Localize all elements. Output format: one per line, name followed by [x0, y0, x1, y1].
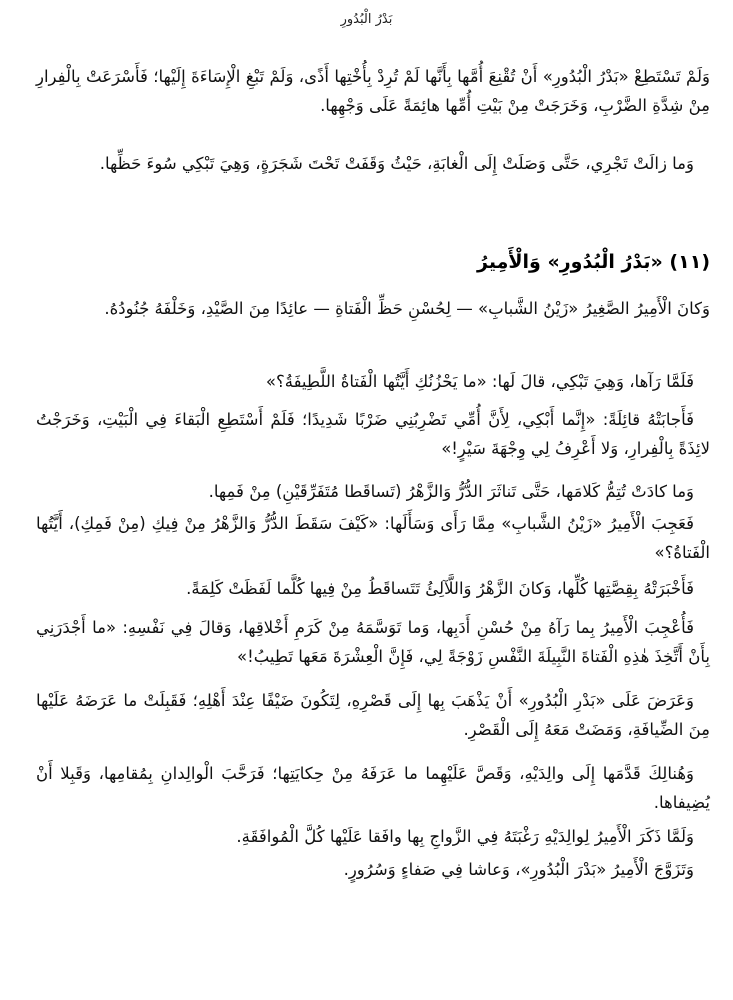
paragraph: وَتَزَوَّجَ الْأَمِيرُ «بَدْرَ الْبُدُورِ»، وَعاشا فِي صَفاءٍ وَسُرُورٍ. [343, 860, 694, 879]
paragraph: فَأَجابَتْهُ قائِلَةً: «إِنَّما أَبْكِي، لِأَنَّ أُمِّي تَضْرِبُنِي ضَرْبًا شَدِيدًا؛ فَلَمْ أَسْتَطِعِ الْبَقاءَ فِي الْبَيْتِ، وَخَرَجْتُ لائِذَةً بِالْفِرارِ، وَلا أَعْرِفُ لِي وِجْهَةَ سَيْرٍ!» [36, 410, 710, 458]
paragraph: وَما زالَتْ تَجْرِي، حَتَّى وَصَلَتْ إِلَى الْغابَةِ، حَيْثُ وَقَفَتْ تَحْتَ شَجَرَةٍ، وَهِيَ تَبْكِي سُوءَ حَظِّها. [99, 154, 694, 173]
paragraph: فَلَمَّا رَآها، وَهِيَ تَبْكِي، قالَ لَها: «ما يَحْزُنُكِ أَيَّتُها الْفَتاةُ اللَّطِيفَةُ؟» [265, 372, 694, 391]
paragraph: وَلَمْ تَسْتَطِعْ «بَدْرُ الْبُدُورِ» أَنْ تُقْنِعَ أُمَّها بِأَنَّها لَمْ تُرِدْ بِأُخْتِها أَذًى، وَلَمْ تَبْغِ الْإِسَاءَةَ إِلَيْها؛ فَأَسْرَعَتْ بِالْفِرارِ مِنْ شِدَّةِ الضَّرْبِ، وَخَرَجَتْ مِنْ بَيْتِ أُمِّها هائِمَةً عَلَى وَجْهِها. [36, 67, 710, 115]
paragraph: فَأُعْجِبَ الْأَمِيرُ بِما رَآهُ مِنْ حُسْنِ أَدَبِها، وَما تَوَسَّمَهُ مِنْ كَرَمِ أَخْلاقِها، وَقالَ فِي نَفْسِهِ: «ما أَجْدَرَنِي بِأَنْ أَتَّخِذَ هٰذِهِ الْفَتاةَ النَّبِيلَةَ النَّفْسِ زَوْجَةً لِي، فَإِنَّ الْعِشْرَةَ مَعَها تَطِيبُ!» [36, 618, 710, 666]
running-header: بَدْرُ الْبُدُورِ [340, 12, 393, 27]
paragraph: وَعَرَضَ عَلَى «بَدْرِ الْبُدُورِ» أَنْ يَذْهَبَ بِها إِلَى قَصْرِهِ، لِتَكُونَ ضَيْفًا عِنْدَ أَهْلِهِ؛ فَقَبِلَتْ ما عَرَضَهُ عَلَيْها مِنَ الضِّيافَةِ، وَمَضَتْ مَعَهُ إِلَى الْقَصْرِ. [36, 691, 710, 739]
paragraph: وَلَمَّا ذَكَرَ الْأَمِيرُ لِوالِدَيْهِ رَغْبَتَهُ فِي الزَّواجِ بِها وافَقا عَلَيْها كُلَّ الْمُوافَقَةِ. [236, 827, 694, 846]
paragraph: فَعَجِبَ الْأَمِيرُ «زَيْنُ الشَّبابِ» مِمَّا رَأَى وَسَأَلَها: «كَيْفَ سَقَطَ الدُّرُّ وَالزَّهْرُ مِنْ فِيكِ (مِنْ فَمِكِ)، أَيَّتُها الْفَتاةُ؟» [36, 514, 710, 562]
paragraph: وَهُنالِكَ قَدَّمَها إِلَى والِدَيْهِ، وَقَصَّ عَلَيْهِما ما عَرَفَهُ مِنْ حِكايَتِها؛ فَرَحَّبَ الْوالِدانِ بِمُقامِها، وَقَبِلا أَنْ يُضِيفاها. [36, 764, 710, 812]
paragraph: وَكانَ الْأَمِيرُ الصَّغِيرُ «زَيْنُ الشَّبابِ» — لِحُسْنِ حَظِّ الْفَتاةِ — عائِدًا مِنَ الصَّيْدِ، وَخَلْفَهُ جُنُودُهُ. [104, 299, 710, 318]
chapter-heading: (١١) «بَدْرُ الْبُدُورِ» وَالْأَمِيرُ [477, 251, 710, 273]
paragraph: وَما كادَتْ تُتِمُّ كَلامَها، حَتَّى تَناثَرَ الدُّرُّ وَالزَّهْرُ (تَساقَطا مُتَفَرِّقَيْنِ) مِنْ فَمِها. [208, 482, 694, 501]
paragraph: فَأَخْبَرَتْهُ بِقِصَّتِها كُلِّها، وَكانَ الزَّهْرُ وَاللَّآلِئُ تَتَساقَطُ مِنْ فِيها كُلَّما لَفَظَتْ كَلِمَةً. [186, 579, 694, 598]
